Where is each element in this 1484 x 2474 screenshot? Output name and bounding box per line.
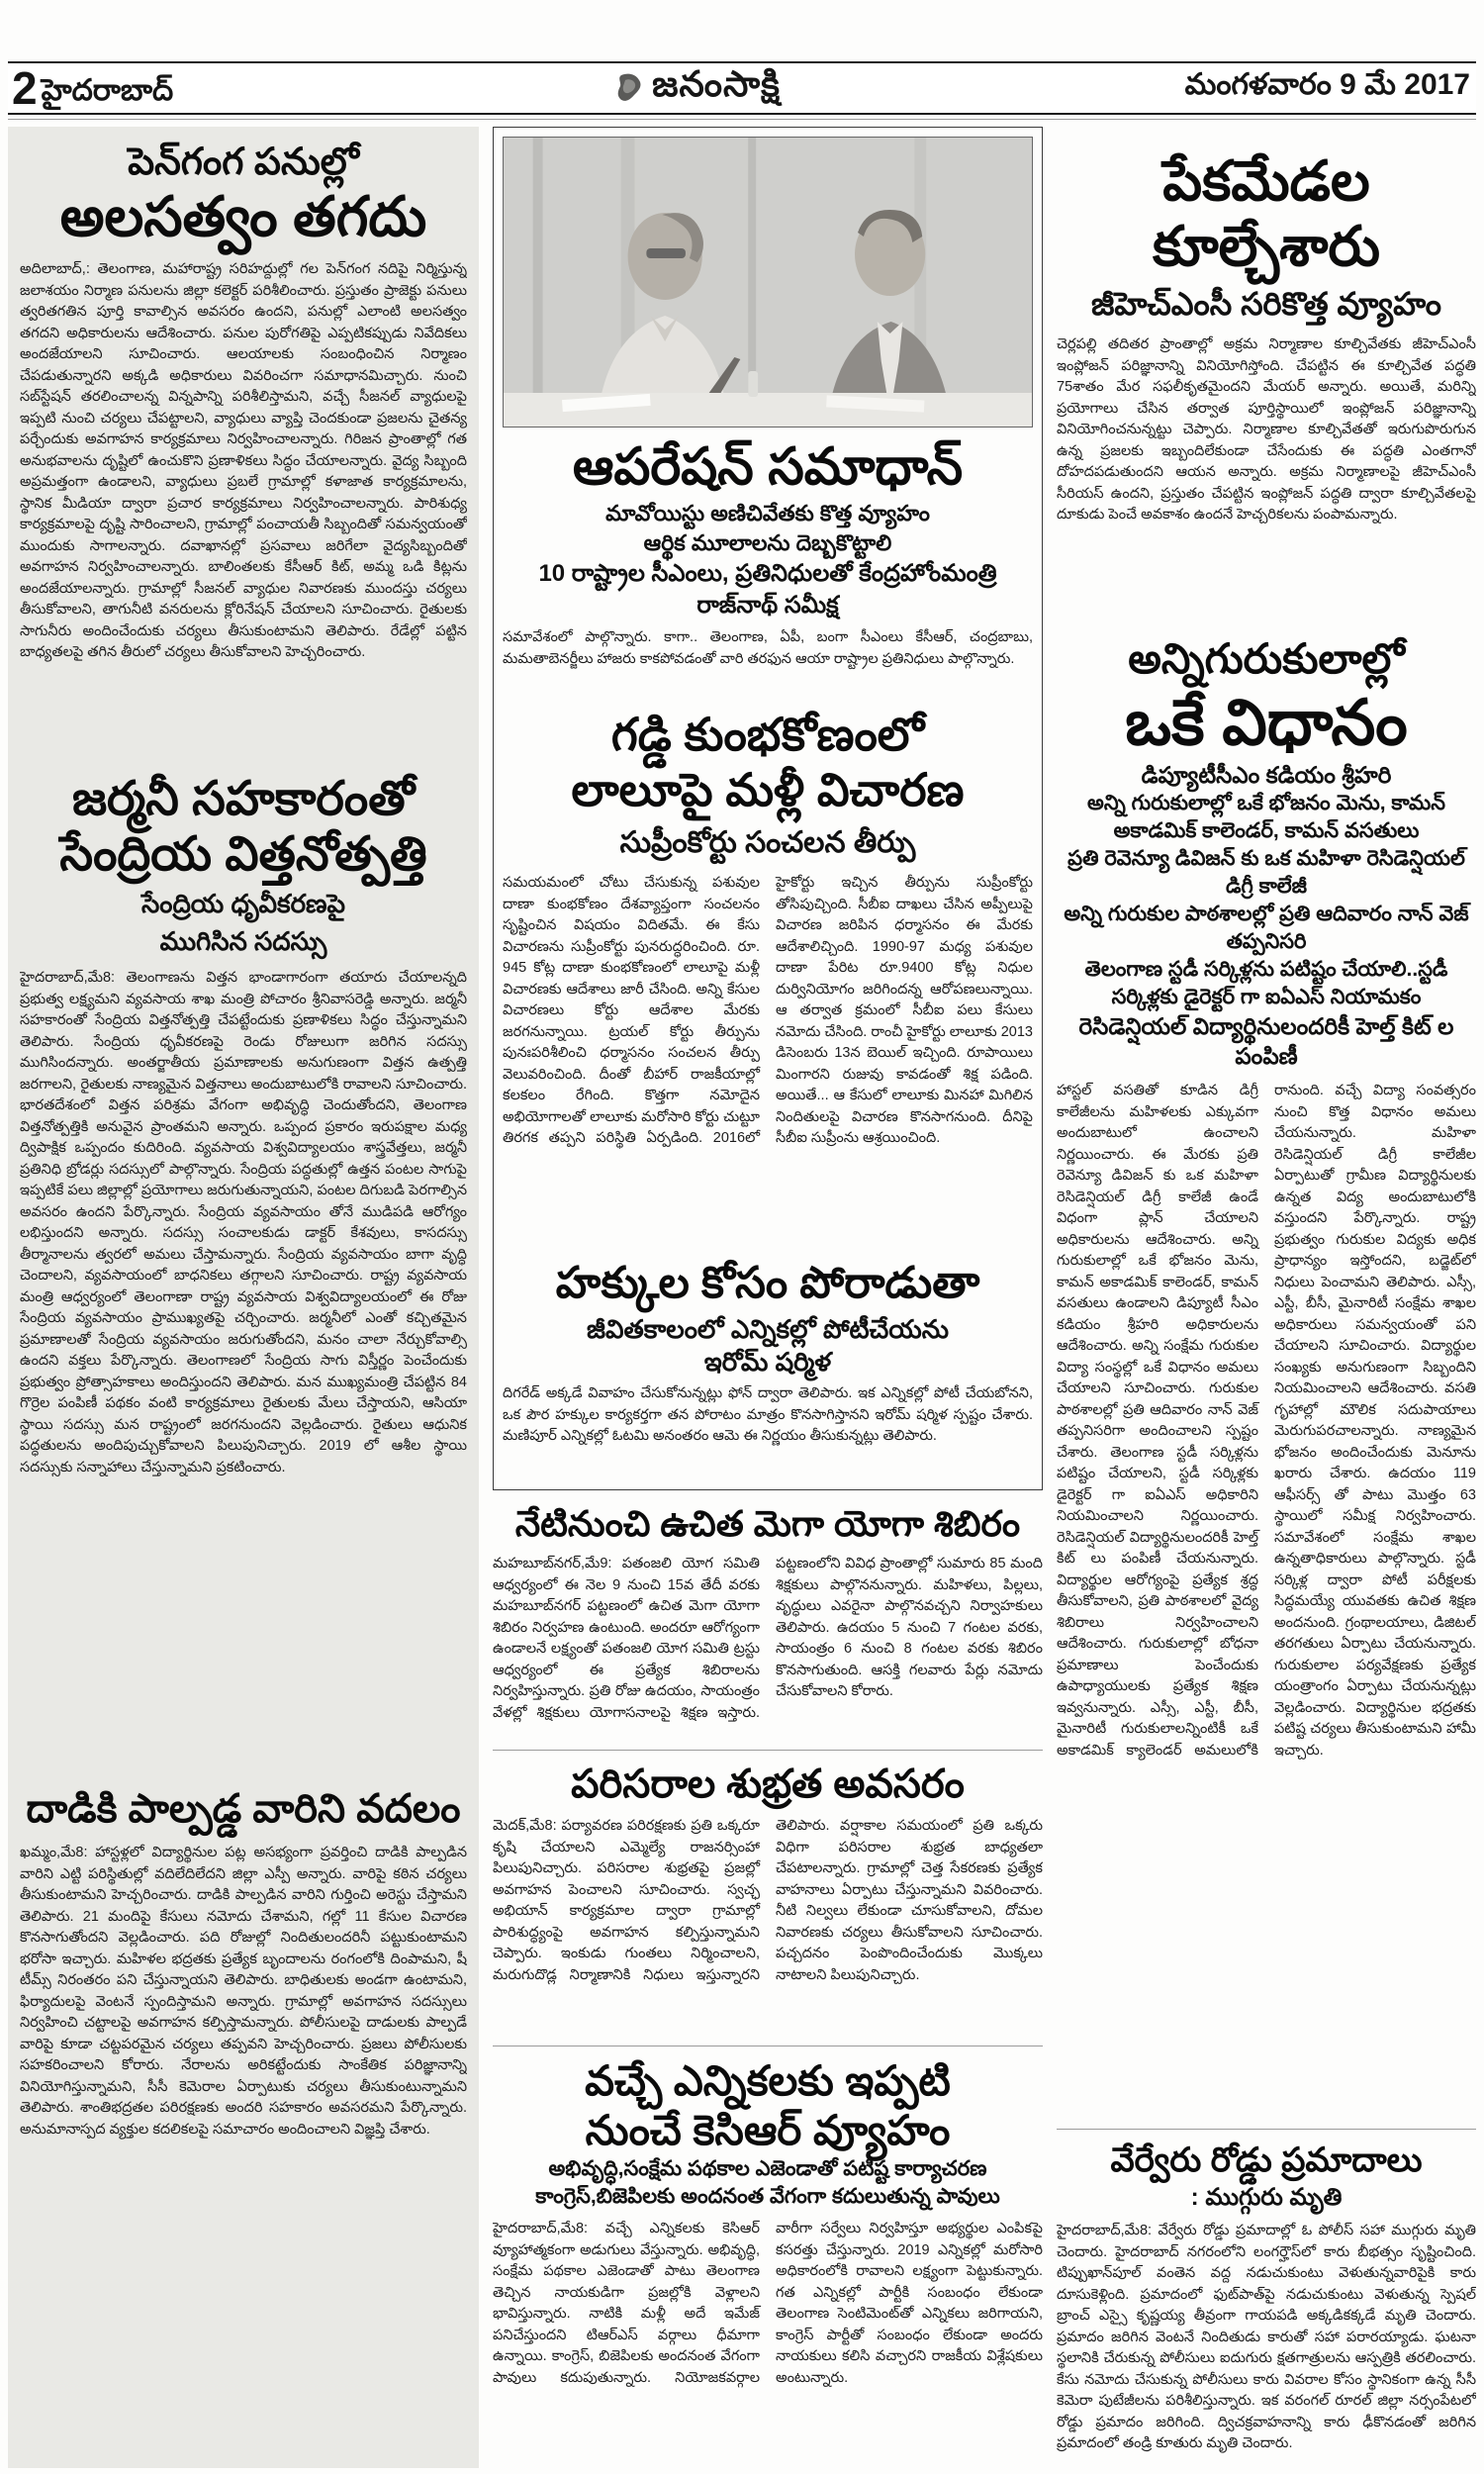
demolitions-headline: పేకమేడల కూల్చేశారు	[1153, 149, 1380, 277]
operation-samadhan-subhead2: ఆర్థిక మూలాలను దెబ్బకొట్టాలి	[643, 530, 892, 555]
article-pengagna	[20, 131, 467, 754]
gurukulas-subhead5: తెలంగాణ స్టడీ సర్కిళ్లను పటిష్టం చేయాలి..స్టడీ సర్కిళ్లకు డైరెక్టర్ గా ఐఏఎస్ నియామకం	[1084, 958, 1448, 1008]
article-road-accidents	[1057, 2130, 1476, 2468]
operation-samadhan-subhead1: మావోయిస్టు అణిచివేతకు కొత్త వ్యూహం	[605, 501, 930, 525]
left-column	[8, 127, 479, 2468]
article-kcr-strategy	[493, 2046, 1043, 2468]
news-photo	[503, 137, 1033, 428]
masthead-left	[8, 62, 338, 114]
accidents-body: హైదరాబాద్,మే8: వేర్వేరు రోడ్డు ప్రమాదాల్లో ఓ పోలీస్ సహా ముగ్గురు మృతి చెందారు. హైదరాబాద్ నగరంలోని లంగర్హౌస్‌లో కారు బీభత్సం సృష్టించింది. టిప్పుఖాన్‌పూల్ వంతెన వద్ద నడుచుకుంటు వెళుతున్నవారిపైకి కారు దూసుకెళ్లింది. ప్రమాదంలో ఫుట్‌పాత్‌పై నడుచుకుంటు వెళుతున్న స్పెషల్ బ్రాంచ్ ఎస్సై కృష్ణయ్య తీవ్రంగా గాయపడి అక్కడికక్కడే మృతి చెందారు. ప్రమాదం జరిగిన వెంటనే నిందితుడు కారుతో సహా పరారయ్యాడు. ఘటనా స్థలానికి చేరుకున్న పోలీసులు ఐదుగురు క్షతగాత్రులను ఆస్పత్రికి తరలించారు. కేసు నమోదు చేసుకున్న పోలీసులు కారు వివరాల కోసం స్థానికంగా ఉన్న సీసీ కెమెరా పుటేజీలను పరిశీలిస్తున్నారు. ఇక వరంగల్ రూరల్ జిల్లా నర్సంపేటలో రోడ్డు ప్రమాదం జరిగింది. ద్విచక్రవాహనాన్ని కారు ఢీకొనడంతో జరిగిన ప్రమాదంలో తండ్రి కూతురు మృతి చెందారు.	[1057, 2223, 1476, 2451]
sharmila-subhead2: ఇరోమ్ షర్మిళ	[703, 1347, 832, 1377]
article-seed-body: హైదరాబాద్,మే8: తెలంగాణను విత్తన భాండాగారంగా తయారు చేయాలన్నది ప్రభుత్వ లక్ష్యమని వ్యవసాయ శాఖ మంత్రి పోచారం శ్రీనివాసరెడ్డి అన్నారు. జర్మనీ సహకారంతో సేంద్రియ విత్తనోత్పత్తి చేపట్టేందుకు ప్రణాళికలు సిద్ధం చేస్తున్నామని తెలిపారు. సేంద్రియ ధృవీకరణపై రెండు రోజులుగా జరిగిన సదస్సు ముగిసిందన్నారు. అంతర్జాతీయ ప్రమాణాలకు అనుగుణంగా విత్తన ఉత్పత్తి జరగాలని, రైతులకు నాణ్యమైన విత్తనాలు అందుబాటులోకి రావాలని సూచించారు. భారతదేశంలో విత్తన పరిశ్రమ వేగంగా అభివృద్ధి చెందుతోందని, తెలంగాణ విత్తనోత్పత్తికి అనువైన ప్రాంతమని అన్నారు. ఒప్పంద ప్రకారం ఇరుపక్షాల మధ్య ద్విపాక్షిక ఒప్పందం కుదిరింది. వ్యవసాయ విశ్వవిద్యాలయం శాస్త్రవేత్తలు, జర్మనీ ప్రతినిధి బ్రోడర్లు సదస్సులో పాల్గొన్నారు. సేంద్రియ పద్ధతుల్లో ఉత్తన పంటల సాగుపై ఇప్పటికే పలు జిల్లాల్లో ప్రయోగాలు జరుగుతున్నాయని, పంటల దిగుబడి పెరగాల్సిన అవసరం ఉందని పేర్కొన్నారు. సేంద్రియ వ్యవసాయం తోనే ముడిపడి ఆరోగ్యం లభిస్తుందని అన్నారు. సదస్సు సంచాలకుడు డాక్టర్ కేశవులు, కాసదస్సు తీర్మానాలను త్వరలో అమలు చేస్తామన్నారు. సేంద్రియ వ్యవసాయం బాగా వృద్ధి చెందాలని, వ్యవసాయంలో బాధనికలు తగ్గాలని సూచించారు. రాష్ట్ర వ్యవసాయ మంత్రి ఆధ్వర్యంలో తెలంగాణా రాష్ట్ర వ్యవసాయ విశ్వవిద్యాలయంలో ఈ రోజు సేంద్రియ వ్యవసాయం ప్రాముఖ్యతపై చర్చించారు. జర్మనీలో ఎంతో కచ్చితమైన ప్రమాణాలతో సేంద్రియ వ్యవసాయం జరుగుతోందని, మనం చాలా నేర్చుకోవాల్సి ఉందని వక్తలు పేర్కొన్నారు. తెలంగాణలో సేంద్రియ సాగు విస్తీర్ణం పెంచేందుకు ప్రభుత్వం ప్రోత్సాహకాలు అందిస్తుందని తెలిపారు. మన ముఖ్యమంత్రి చేపట్టిన 84 గొర్రెల పంపిణీ పథకం వంటి కార్యక్రమాలు రైతులకు మేలు చేస్తాయని, ఆసియా స్థాయి సదస్సు మన రాష్ట్రంలో జరగనుందని వెల్లడించారు. రైతులు ఆధునిక పద్ధతులను అందిపుచ్చుకోవాలని పిలుపునిచ్చారు. 2019 లో ఆశీల స్థాయి సదస్సుకు సన్నాహాలు చేస్తున్నామని ప్రకటించారు.	[20, 970, 467, 1475]
article-seed-headline-line2: సేంద్రియ విత్తనోత్పత్తి	[59, 828, 427, 881]
article-seed-production	[20, 754, 467, 1769]
kcr-body: హైదరాబాద్,మే8: వచ్చే ఎన్నికలకు కెసిఆర్ వ్యూహాత్మకంగా అడుగులు వేస్తున్నారు. అభివృద్ధి, సంక్షేమ పథకాల ఎజెండాతో పాటు తెలంగాణ తెచ్చిన నాయకుడిగా ప్రజల్లోకి వెళ్లాలని భావిస్తున్నారు. నాటికి మళ్లీ అదే ఇమేజ్ పనిచేస్తుందని టిఆర్ఎస్ వర్గాలు ధీమాగా ఉన్నాయి. కాంగ్రెస్, బిజెపిలకు అందనంత వేగంగా పావులు కదుపుతున్నారు. నియోజకవర్గాల వారీగా సర్వేలు నిర్వహిస్తూ అభ్యర్థుల ఎంపికపై కసరత్తు చేస్తున్నారు. 2019 ఎన్నికల్లో మరోసారి అధికారంలోకి రావాలని లక్ష్యంగా పెట్టుకున్నారు. గత ఎన్నికల్లో పార్టీకి సంబంధం లేకుండా తెలంగాణ సెంటిమెంట్‌తో ఎన్నికలు జరిగాయని, కాంగ్రెస్ పార్టీతో సంబంధం లేకుండా అందరు నాయకులు కలిసి వచ్చారని రాజకీయ విశ్లేషకులు అంటున్నారు.	[493, 2221, 1043, 2386]
gurukulas-headline-line2: ఒకే విధానం	[1125, 687, 1408, 758]
cleanliness-body: మెదక్,మే8: పర్యావరణ పరిరక్షణకు ప్రతి ఒక్కరూ కృషి చేయాలని ఎమ్మెల్యే రాజనర్సింహా పిలుపునిచ్చారు. పరిసరాల శుభ్రతపై ప్రజల్లో అవగాహన పెంచాలని సూచించారు. స్వచ్ఛ అభియాన్ కార్యక్రమాల ద్వారా గ్రామాల్లో పారిశుద్ధ్యంపై అవగాహన కల్పిస్తున్నామని చెప్పారు. ఇంకుడు గుంతలు నిర్మించాలని, మరుగుదొడ్ల నిర్మాణానికి నిధులు ఇస్తున్నారని తెలిపారు. వర్షాకాల సమయంలో ప్రతి ఒక్కరు విధిగా పరిసరాల శుభ్రత బాధ్యతలా చేపటాలన్నారు. గ్రామాల్లో చెత్త సేకరణకు ప్రత్యేక వాహనాలు ఏర్పాటు చేస్తున్నామని వివరించారు. నీటి నిల్వలు లేకుండా చూసుకోవాలని, దోమల నివారణకు చర్యలు తీసుకోవాలని సూచించారు. పచ్చదనం పెంపొందించేందుకు మొక్కలు నాటాలని పిలుపునిచ్చారు.	[493, 1818, 1043, 1983]
sharmila-headline: హక్కుల కోసం పోరాడుతా	[555, 1259, 980, 1307]
masthead-logo-icon	[612, 71, 646, 105]
yoga-camp-body: మహబూబ్‌నగర్,మే9: పతంజలి యోగ సమితి ఆధ్వర్యంలో ఈ నెల 9 నుంచి 15వ తేదీ వరకు మహబూబ్‌నగర్ పట్టణంలో ఉచిత మెగా యోగా శిబిరం నిర్వహణ ఉంటుంది. అందరూ ఆరోగ్యంగా ఉండాలనే లక్ష్యంతో పతంజలి యోగ సమితి ట్రస్టు ఆధ్వర్యంలో ఈ ప్రత్యేక శిబిరాలను నిర్వహిస్తున్నారు. ప్రతి రోజు ఉదయం, సాయంత్రం వేళల్లో శిక్షకులు యోగాసనాలపై శిక్షణ ఇస్తారు. పట్టణంలోని వివిధ ప్రాంతాల్లో సుమారు 85 మంది శిక్షకులు పాల్గొననున్నారు. మహిళలు, పిల్లలు, వృద్ధులు ఎవరైనా పాల్గొనవచ్చని నిర్వాహకులు తెలిపారు. ఉదయం 5 నుంచి 7 గంటల వరకు, సాయంత్రం 6 నుంచి 8 గంటల వరకు శిబిరం కొనసాగుతుంది. ఆసక్తి గలవారు పేర్లు నమోదు చేసుకోవాలని కోరారు.	[493, 1556, 1043, 1721]
lalu-headline-line1: గడ్డి కుంభకోణంలో	[610, 709, 925, 760]
header-rule	[8, 119, 1476, 120]
paper-name: జనంసాక్షి	[652, 62, 781, 104]
article-sharmila	[503, 1245, 1033, 1480]
lalu-body: సమయమంలో చోటు చేసుకున్న పశువుల దాణా కుంభకోణం దేశవ్యాప్తంగా సంచలనం సృష్టించిన విషయం విదితమే. ఈ కేసు విచారణను సుప్రీంకోర్టు పునరుద్ధరించింది. రూ. 945 కోట్ల దాణా కుంభకోణంలో లాలూపై మళ్లీ విచారణకు ఆదేశాలు జారీ చేసింది. అన్ని కేసుల విచారణలు కోర్టు ఆదేశాల మేరకు జరగనున్నాయి. ట్రయల్ కోర్టు తీర్పును పునఃపరిశీలించి ధర్మాసనం సంచలన తీర్పు వెలువరించింది. దీంతో బీహార్ రాజకీయాల్లో కలకలం రేగింది. కొత్తగా నమోదైన అభియోగాలతో లాలూకు మరోసారి కోర్టు చుట్టూ తిరగక తప్పని పరిస్థితి ఏర్పడింది. 2016లో హైకోర్టు ఇచ్చిన తీర్పును సుప్రీంకోర్టు తోసిపుచ్చింది. సీబీఐ దాఖలు చేసిన అప్పీలుపై విచారణ జరిపిన ధర్మాసనం ఈ మేరకు ఆదేశాలిచ్చింది. 1990-97 మధ్య పశువుల దాణా పేరిట రూ.9400 కోట్ల నిధుల దుర్వినియోగం జరిగిందన్న ఆరోపణలున్నాయి. ఆ తర్వాత క్రమంలో సీబీఐ పలు కేసులు నమోదు చేసింది. రాంచీ హైకోర్టు లాలూకు 2013 డిసెంబరు 13న బెయిల్ ఇచ్చింది. రూపాయిలు మింగారని రుజువు కావడంతో శిక్ష పడింది. అయితే... ఆ కేసులో లాలూకు మినహా మిగిలిన నిందితులపై విచారణ కొనసాగనుంది. దీనిపై సీబీఐ సుప్రీంను ఆశ్రయించింది.	[503, 875, 1033, 1146]
article-yoga-camp	[493, 1490, 1043, 1740]
masthead-center	[338, 63, 1055, 114]
kcr-subhead2: కాంగ్రెస్,బిజెపిలకు అందనంత వేగంగా కదులుతున్న పావులు	[535, 2185, 1000, 2208]
article-cleanliness	[493, 1751, 1043, 2036]
accidents-subhead: : ముగ్గురు మృతి	[1190, 2184, 1343, 2211]
middle-top-box	[493, 127, 1043, 1490]
gurukulas-subhead3: ప్రతి రెవెన్యూ డివిజన్ కు ఒక మహిళా రెసిడెన్షియల్ డిగ్రీ కాలేజీ	[1067, 847, 1465, 898]
kcr-subhead1: అభివృద్ధి,సంక్షేమ పథకాల ఎజెండాతో పటిష్ట కార్యాచరణ	[548, 2157, 987, 2180]
lalu-subhead: సుప్రీంకోర్టు సంచలన తీర్పు	[619, 826, 916, 859]
article-attackers-headline: దాడికి పాల్పడ్డ వారిని వదలం	[26, 1787, 461, 1831]
article-seed-subhead1: సేంద్రియ ధృవీకరణపై	[141, 889, 345, 918]
demolitions-body: చెర్లపల్లి తదితర ప్రాంతాల్లో అక్రమ నిర్మాణాల కూల్చివేతకు జీహెచ్ఎంసీ ఇంప్లోజన్ పరిజ్ఞానాన్ని వినియోగిస్తోంది. చేపట్టిన ఈ కూల్చివేత పద్ధతి 75శాతం మేర సఫలీకృతమైందని మేయర్ అన్నారు. అయితే, మరిన్ని ప్రయోగాలు చేసిన తర్వాత పూర్తిస్థాయిలో ఇంప్లోజన్ పరిజ్ఞానాన్ని వినియోగించనున్నట్టు చెప్పారు. నిర్మాణాల కూల్చివేతతో ఇరుగుపొరుగున ఉన్న ప్రజలకు ఇబ్బందిలేకుండా చేసేందుకు ఈ పద్ధతి ఎంతగానో దోహదపడుతుందని ఆయన అన్నారు. అక్రమ నిర్మాణాలపై జీహెచ్ఎంసీ సీరియస్ ఉందని, ప్రస్తుతం చేపట్టిన ఇంప్లోజన్ పద్ధతి ద్వారా కూల్చివేతలపై దూకుడు పెంచే అవకాశం ఉందనే హెచ్చరికలను పంపామన్నారు.	[1057, 336, 1476, 523]
article-seed-subhead2: ముగిసిన సదస్సు	[159, 926, 327, 956]
article-attackers	[20, 1769, 467, 2464]
article-operation-samadhan	[503, 428, 1033, 693]
gurukulas-body: హాస్టల్ వసతితో కూడిన డిగ్రీ కాలేజీలను మహిళలకు ఎక్కువగా అందుబాటులో ఉంచాలని నిర్ణయించారు. ఈ మేరకు ప్రతి రెవెన్యూ డివిజన్ కు ఒక మహిళా రెసిడెన్షియల్ డిగ్రీ కాలేజీ ఉండే విధంగా ప్లాన్ చేయాలని అధికారులను ఆదేశించారు. అన్ని గురుకులాల్లో ఒకే భోజనం మెను, కామన్ అకాడమిక్ కాలెండర్, కామన్ వసతులు ఉండాలని డిప్యూటీ సీఎం కడియం శ్రీహరి అధికారులను ఆదేశించారు. అన్ని సంక్షేమ గురుకుల విద్యా సంస్థల్లో ఒకే విధానం అమలు చేయాలని సూచించారు. గురుకుల పాఠశాలల్లో ప్రతి ఆదివారం నాన్ వెజ్ తప్పనిసరిగా అందించాలని స్పష్టం చేశారు. తెలంగాణ స్టడీ సర్కిళ్లను పటిష్టం చేయాలని, స్టడీ సర్కిళ్లకు డైరెక్టర్ గా ఐఏఎస్ అధికారిని నియమించాలని నిర్ణయించారు. రెసిడెన్షియల్ విద్యార్థినులందరికీ హెల్త్ కిట్ లు పంపిణీ చేయనున్నారు. విద్యార్థుల ఆరోగ్యంపై ప్రత్యేక శ్రద్ధ తీసుకోవాలని, ప్రతి పాఠశాలలో వైద్య శిబిరాలు నిర్వహించాలని ఆదేశించారు. గురుకులాల్లో బోధనా ప్రమాణాలు పెంచేందుకు ఉపాధ్యాయులకు ప్రత్యేక శిక్షణ ఇవ్వనున్నారు. ఎస్సీ, ఎస్టీ, బీసీ, మైనారిటీ గురుకులాలన్నింటికీ ఒకే అకాడమిక్ క్యాలెండర్ అమలులోకి రానుంది. వచ్చే విద్యా సంవత్సరం నుంచి కొత్త విధానం అమలు చేయనున్నారు. మహిళా రెసిడెన్షియల్ డిగ్రీ కాలేజీల ఏర్పాటుతో గ్రామీణ విద్యార్థినులకు ఉన్నత విద్య అందుబాటులోకి వస్తుందని పేర్కొన్నారు. రాష్ట్ర ప్రభుత్వం గురుకుల విద్యకు అధిక ప్రాధాన్యం ఇస్తోందని, బడ్జెట్‌లో నిధులు పెంచామని తెలిపారు. ఎస్సీ, ఎస్టీ, బీసీ, మైనారిటీ సంక్షేమ శాఖల అధికారులు సమన్వయంతో పని చేయాలని సూచించారు. విద్యార్థుల సంఖ్యకు అనుగుణంగా సిబ్బందిని నియమించాలని ఆదేశించారు. వసతి గృహాల్లో మౌలిక సదుపాయాలు మెరుగుపరచాలన్నారు. నాణ్యమైన భోజనం అందించేందుకు మెనూను ఖరారు చేశారు. ఉదయం 119 ఆఫీసర్స్ తో పాటు మొత్తం 63 స్థాయిలో సమీక్ష నిర్వహించారు. సమావేశంలో సంక్షేమ శాఖల ఉన్నతాధికారులు పాల్గొన్నారు. స్టడీ సర్కిళ్ల ద్వారా పోటీ పరీక్షలకు సిద్ధమయ్యే యువతకు ఉచిత శిక్షణ అందనుంది. గ్రంథాలయాలు, డిజిటల్ తరగతులు ఏర్పాటు చేయనున్నారు. గురుకులాల పర్యవేక్షణకు ప్రత్యేక యంత్రాంగం ఏర్పాటు చేయనున్నట్లు వెల్లడించారు. విద్యార్థినుల భద్రతకు పటిష్ట చర్యలు తీసుకుంటామని హామీ ఇచ్చారు.	[1057, 1083, 1476, 1759]
operation-samadhan-subhead3: 10 రాష్ట్రాల సీఎంలు, ప్రతినిధులతో కేంద్రహోంమంత్రి రాజ్‌నాథ్ సమీక్ష	[538, 560, 997, 618]
article-pengagna-body: అదిలాబాద్,: తెలంగాణ, మహారాష్ట్ర సరిహద్దుల్లో గల పెన్‌గంగ నదిపై నిర్మిస్తున్న జలాశయం నిర్మాణ పనులను జిల్లా కలెక్టర్ పరిశీలించారు. ప్రస్తుతం ప్రాజెక్టు పనులు త్వరితగతిన పూర్తి కావాల్సిన అవసరం ఉందని, పనుల్లో ఎలాంటి అలసత్వం తగదని అధికారులను ఆదేశించారు. పనుల పురోగతిపై ఎప్పటికప్పుడు నివేదికలు అందజేయాలని సూచించారు. ఆలయాలకు సంబంధించిన నిర్మాణం చేపడుతున్నారని అక్కడి అధికారులు వివరించగా సమాధానమిచ్చారు. నుంచి సబ్‌స్టేషన్ తరలించాలన్న విన్నపాన్ని పరిశీలిస్తామని, వచ్చే సీజనల్ వ్యాధులపై ఇప్పటి నుంచి చర్యలు చేపట్టాలని, వ్యాధులు వ్యాప్తి చెందకుండా ప్రజలను చైతన్య పర్చేందుకు అవగాహన కార్యక్రమాలు నిర్వహించాలన్నారు. గిరిజన ప్రాంతాల్లో గత అనుభవాలను దృష్టిలో ఉంచుకొని ప్రణాళికలు సిద్ధం చేయాలన్నారు. వైద్య సిబ్బంది అప్రమత్తంగా ఉండాలని, వ్యాధులు ప్రబలే గ్రామాల్లో కళాజాత కార్యక్రమాలను, స్థానిక మీడియా ద్వారా ప్రచార కార్యక్రమాలు నిర్వహించాలన్నారు. పారిశుధ్య కార్యక్రమాలపై దృష్టి సారించాలని, గ్రామాల్లో పంచాయతీ సిబ్బందితో సమన్వయంతో ముందుకు సాగాలన్నారు. దవాఖానల్లో ప్రసవాలు జరిగేలా వైద్యసిబ్బందితో అవగాహన నిర్వహించాలన్నారు. బాలింతలకు కేసీఆర్ కిట్, అమ్మ ఒడి కిట్లను అందజేయాలన్నారు. గ్రామాల్లో సీజనల్ వ్యాధుల నివారణకు ముందస్తు చర్యలు తీసుకోవాలని, తాగునీటి వనరులను క్లోరినేషన్ చేయాలని సూచించారు. రైతులకు సాగునీరు అందించేందుకు చర్యలు తీసుకుంటామని తెలిపారు. రేడేల్లో పట్టిన బాధ్యతలపై తగిన తీరులో చర్యలు తీసుకోవాలని హెచ్చరించారు.	[20, 261, 467, 660]
article-demolitions	[1057, 127, 1476, 623]
lalu-headline-line2: లాలూపై మళ్లీ విచారణ	[571, 764, 965, 815]
yoga-camp-headline: నేటినుంచి ఉచిత మెగా యోగా శిబిరం	[514, 1503, 1021, 1544]
cleanliness-headline: పరిసరాల శుభ్రత అవసరం	[571, 1762, 965, 1806]
middle-column	[493, 127, 1043, 2468]
gurukulas-headline-line1: అన్నిగురుకులాల్లో	[1128, 635, 1405, 682]
page-number: 2	[12, 62, 38, 114]
section-name: హైదరాబాద్	[41, 74, 174, 107]
operation-samadhan-headline: ఆపరేషన్ సమాధాన్	[572, 438, 964, 496]
demolitions-subhead: జీహెచ్ఎంసీ సరికొత్త వ్యూహం	[1090, 286, 1442, 322]
right-column	[1057, 127, 1476, 2468]
gurukulas-subhead2: అన్ని గురుకులాల్లో ఒకే భోజనం మెను, కామన్ అకాడమిక్ కాలెండర్, కామన్ వసతులు	[1087, 792, 1445, 842]
kcr-headline-line1: వచ్చే ఎన్నికలకు ఇప్పటి	[585, 2057, 951, 2104]
page-columns	[8, 127, 1476, 2468]
gurukulas-subhead1: డిప్యూటీసీఎం కడియం శ్రీహరి	[1141, 762, 1392, 788]
sharmila-body: దిగరేడ్ అక్కడే వివాహం చేసుకోనున్నట్లు ఫోన్ ద్వారా తెలిపారు. ఇక ఎన్నికల్లో పోటీ చేయబోనని, ఒక పౌర హక్కుల కార్యకర్తగా తన పోరాటం మాత్రం కొనసాగిస్తానని ఇరోమ్ షర్మిళ స్పష్టం చేశారు. మణిపూర్ ఎన్నికల్లో ఓటమి అనంతరం ఆమె ఈ నిర్ణయం తీసుకున్నట్లు తెలిపారు.	[503, 1385, 1033, 1444]
operation-samadhan-body: సమావేశంలో పాల్గొన్నారు. కాగా.. తెలంగాణ, ఏపీ, బంగా సీఎంలు కేసీఆర్, చంద్రబాబు, మమతాబెనర్జీలు హాజరు కాకపోవడంతో వారి తరఫున ఆయా రాష్ట్రాల ప్రతినిధులు పాల్గొన్నారు.	[503, 629, 1033, 667]
article-pengagna-kicker: పెన్‌గంగ పనుల్లో	[128, 142, 359, 183]
sharmila-subhead1: జీవితకాలంలో ఎన్నికల్లో పోటీచేయను	[587, 1314, 949, 1344]
article-pengagna-headline: అలసత్వం తగదు	[59, 185, 427, 247]
accidents-headline: వేర్వేరు రోడ్డు ప్రమాదాలు	[1110, 2141, 1423, 2179]
masthead-date: మంగళవారం 9 మే 2017	[1184, 67, 1470, 101]
masthead-bar	[8, 61, 1476, 115]
article-attackers-body: ఖమ్మం,మే8: హాస్టళ్లలో విద్యార్థినుల పట్ల అసభ్యంగా ప్రవర్తించి దాడికి పాల్పడిన వారిని ఎట్టి పరిస్థితుల్లో వదిలేదిలేదని జిల్లా ఎస్పీ అన్నారు. వారిపై కఠిన చర్యలు తీసుకుంటామని హెచ్చరించారు. దాడికి పాల్పడిన వారిని గుర్తించి అరెస్టు చేస్తామని తెలిపారు. 21 మందిపై కేసులు నమోదు చేశామని, గల్లో 11 కేసుల విచారణ కొనసాగుతోందని వెల్లడించారు. పది రోజుల్లో నిందితులందరినీ పట్టుకుంటామని భరోసా ఇచ్చారు. మహిళల భద్రతకు ప్రత్యేక బృందాలను రంగంలోకి దింపామని, షీ టీమ్స్ నిరంతరం పని చేస్తున్నాయని తెలిపారు. బాధితులకు అండగా ఉంటామని, ఫిర్యాదులపై వెంటనే స్పందిస్తామని అన్నారు. గ్రామాల్లో అవగాహన సదస్సులు నిర్వహించి చట్టాలపై అవగాహన కల్పిస్తామన్నారు. పోలీసులపై దాడులకు పాల్పడే వారిపై కూడా చట్టపరమైన చర్యలు తప్పవని హెచ్చరించారు. ప్రజలు పోలీసులకు సహకరించాలని కోరారు. నేరాలను అరికట్టేందుకు సాంకేతిక పరిజ్ఞానాన్ని వినియోగిస్తున్నామని, సీసీ కెమెరాల ఏర్పాటుకు చర్యలు తీసుకుంటున్నామని తెలిపారు. శాంతిభద్రతల పరిరక్షణకు అందరి సహకారం అవసరమని పేర్కొన్నారు. అనుమానాస్పద వ్యక్తుల కదలికలపై సమాచారం అందించాలని విజ్ఞప్తి చేశారు.	[20, 1845, 467, 2138]
article-seed-headline-line1: జర్మనీ సహకారంతో	[71, 773, 416, 825]
article-gurukulas	[1057, 623, 1476, 2119]
article-lalu-case	[503, 693, 1033, 1245]
gurukulas-subhead4: అన్ని గురుకుల పాఠశాలల్లో ప్రతి ఆదివారం నాన్ వెజ్ తప్పనిసరి	[1064, 903, 1469, 953]
kcr-headline-line2: నుంచే కెసిఆర్ వ్యూహం	[585, 2107, 951, 2153]
gurukulas-subhead6: రెసిడెన్షియల్ విద్యార్థినులందరికీ హెల్త్ కిట్ ల పంపిణీ	[1078, 1013, 1454, 1069]
